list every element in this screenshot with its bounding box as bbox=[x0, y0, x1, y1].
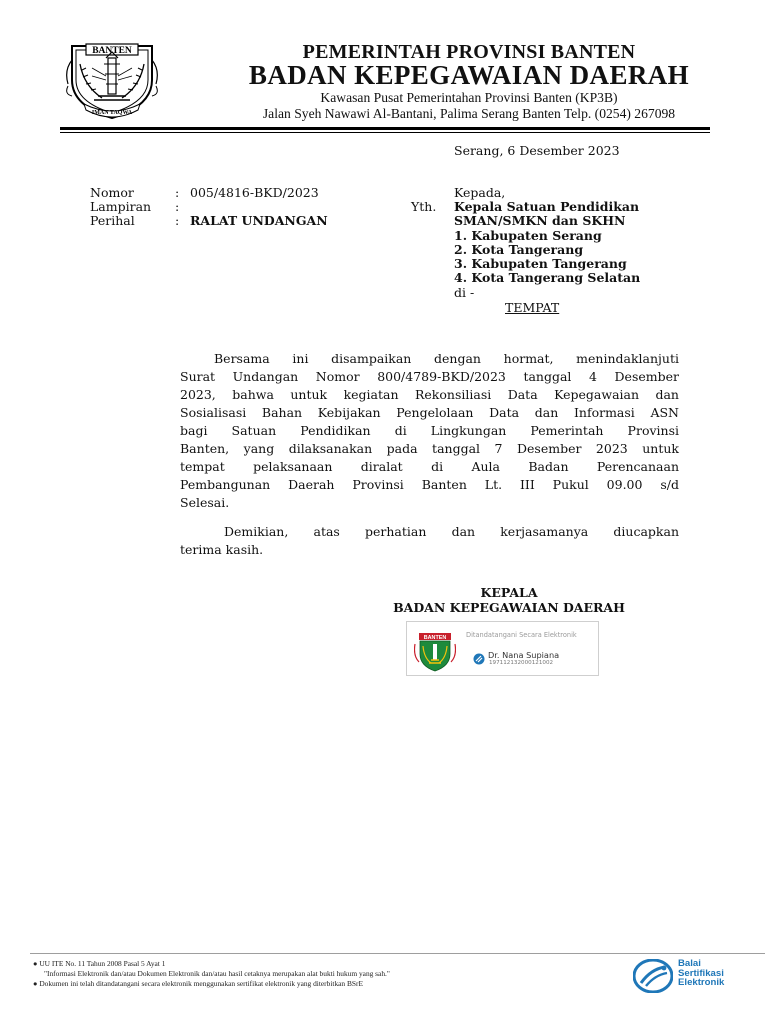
nomor-label: Nomor bbox=[90, 185, 134, 200]
perihal-colon: : bbox=[175, 213, 180, 228]
bullet-icon: ● bbox=[33, 959, 38, 968]
signer-name: Dr. Nana Supiana bbox=[488, 650, 560, 660]
letterhead-government: PEMERINTAH PROVINSI BANTEN bbox=[302, 41, 636, 63]
signer-nip: 197112132000121002 bbox=[489, 660, 554, 666]
addressee-item-text: Kota Tangerang Selatan bbox=[471, 270, 641, 285]
body-line: terima kasih. bbox=[180, 542, 264, 557]
body-line: tempat pelaksanaan diralat di Aula Badan Perencanaan bbox=[180, 459, 679, 474]
addressee-item-number: 1. bbox=[454, 228, 468, 243]
banten-logo bbox=[62, 40, 162, 122]
addressee-line-2: SMAN/SMKN dan SKHN bbox=[454, 213, 626, 228]
letterhead-agency: BADAN KEPEGAWAIAN DAERAH bbox=[248, 60, 690, 90]
body-line: Pembangunan Daerah Provinsi Banten Lt. III Pukul 09.00 s/d bbox=[180, 477, 679, 492]
bsre-logo-line: Elektronik bbox=[678, 977, 725, 989]
addressee-item-number: 3. bbox=[454, 256, 468, 271]
bsre-logo-icon bbox=[633, 959, 673, 993]
svg-text:IMAN TAQWA: IMAN TAQWA bbox=[91, 110, 133, 116]
letterhead-address: Jalan Syeh Nawawi Al-Bantani, Palima Serang Banten Telp. (0254) 267098 bbox=[262, 106, 676, 121]
addressee-item-number: 2. bbox=[454, 242, 468, 257]
body-line: Surat Undangan Nomor 800/4789-BKD/2023 tanggal 4 Desember bbox=[180, 369, 679, 384]
nomor-value: 005/4816-BKD/2023 bbox=[190, 185, 319, 200]
footer-quote: "Informasi Elektronik dan/atau Dokumen Elektronik dan/atau hasil cetaknya merupakan alat bukti hukum yang sah." bbox=[44, 969, 390, 978]
letterhead-area: Kawasan Pusat Pemerintahan Provinsi Banten (KP3B) bbox=[320, 90, 618, 105]
body-paragraph-1 bbox=[180, 350, 679, 512]
letter-date: Serang, 6 Desember 2023 bbox=[454, 143, 620, 158]
body-line: Selesai. bbox=[180, 495, 230, 510]
tempat-label: TEMPAT bbox=[505, 300, 560, 315]
body-line: Banten, yang dilaksanakan pada tanggal 7 Desember 2023 untuk bbox=[180, 441, 679, 456]
addressee-item-4 bbox=[454, 270, 640, 286]
footer-bsre-text: Dokumen ini telah ditandatangani secara elektronik menggunakan sertifikat elektronik yang diterbitkan BSrE bbox=[39, 979, 363, 988]
letterhead-rule-thin bbox=[60, 132, 710, 133]
body-line: 2023, bahwa untuk kegiatan Rekonsiliasi Data Kepegawaian dan bbox=[180, 387, 679, 402]
di-label: di - bbox=[454, 285, 475, 300]
letterhead-rule-thick bbox=[60, 127, 710, 130]
perihal-label: Perihal bbox=[90, 213, 135, 228]
bsre-logo-text bbox=[678, 959, 724, 988]
bullet-icon: ● bbox=[33, 979, 38, 988]
body-line: Sosialisasi Bahan Kebijakan Pengelolaan Data dan Informasi ASN bbox=[180, 405, 679, 420]
kepada-label: Kepada, bbox=[454, 185, 506, 200]
footer-rule bbox=[30, 953, 765, 954]
bsre-logo-line: Balai bbox=[678, 958, 701, 969]
banten-seal-icon bbox=[414, 632, 456, 672]
body-line: Demikian, atas perhatian dan kerjasamanya diucapkan bbox=[224, 524, 679, 539]
addressee-item-text: Kota Tangerang bbox=[471, 242, 584, 257]
addressee-line-1: Kepala Satuan Pendidikan bbox=[454, 199, 640, 214]
perihal-value: RALAT UNDANGAN bbox=[190, 213, 328, 228]
bsre-small-icon bbox=[473, 650, 485, 662]
yth-label: Yth. bbox=[411, 199, 437, 214]
footer-bsre-line bbox=[33, 979, 363, 988]
signature-title-2: BADAN KEPEGAWAIAN DAERAH bbox=[393, 600, 625, 615]
addressee-item-text: Kabupaten Tangerang bbox=[471, 256, 627, 271]
signature-title-1: KEPALA bbox=[480, 585, 538, 600]
addressee-item-number: 4. bbox=[454, 270, 468, 285]
body-line: bagi Satuan Pendidikan di Lingkungan Pemerintah Provinsi bbox=[180, 423, 679, 438]
body-paragraph-2 bbox=[180, 523, 679, 559]
bsre-logo-line: Sertifikasi bbox=[678, 967, 724, 979]
footer-law-line bbox=[33, 959, 165, 968]
lampiran-label: Lampiran bbox=[90, 199, 152, 214]
body-line: Bersama ini disampaikan dengan hormat, menindaklanjuti bbox=[214, 351, 679, 366]
nomor-colon: : bbox=[175, 185, 180, 200]
footer-law-text: UU ITE No. 11 Tahun 2008 Pasal 5 Ayat 1 bbox=[39, 959, 166, 968]
svg-text:BANTEN: BANTEN bbox=[92, 46, 132, 56]
addressee-item-text: Kabupaten Serang bbox=[471, 228, 602, 243]
lampiran-colon: : bbox=[175, 199, 180, 214]
signature-stamp-text: Ditandatangani Secara Elektronik bbox=[466, 631, 577, 639]
svg-text:BANTEN: BANTEN bbox=[423, 635, 447, 641]
